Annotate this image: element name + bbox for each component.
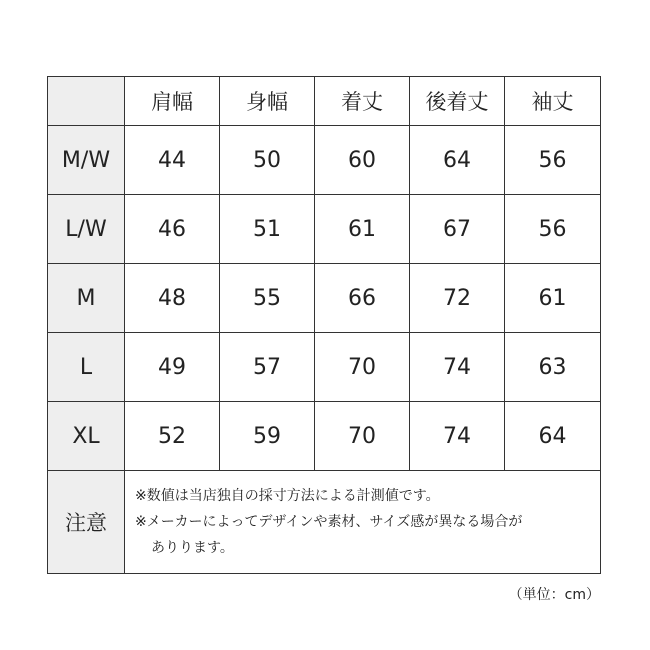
size-table: [47, 76, 601, 574]
table-cell: 46: [125, 195, 220, 264]
corner-cell: [48, 77, 125, 126]
table-cell: 66: [315, 264, 410, 333]
table-cell: 67: [410, 195, 505, 264]
table-cell: 61: [315, 195, 410, 264]
size-label: L/W: [48, 195, 125, 264]
size-label: XL: [48, 402, 125, 471]
header-sleeve-length: 袖丈: [505, 77, 601, 126]
table-cell: 70: [315, 333, 410, 402]
table-row: [48, 195, 601, 264]
table-cell: 44: [125, 126, 220, 195]
notes-label: 注意: [48, 471, 125, 574]
table-row: [48, 264, 601, 333]
table-cell: 52: [125, 402, 220, 471]
table-cell: 61: [505, 264, 601, 333]
table-cell: 64: [410, 126, 505, 195]
notes-row: [48, 471, 601, 574]
table-cell: 55: [220, 264, 315, 333]
table-cell: 51: [220, 195, 315, 264]
table-row: [48, 126, 601, 195]
table-cell: 59: [220, 402, 315, 471]
table-cell: 74: [410, 333, 505, 402]
note-line-continuation: ありります。: [151, 540, 234, 556]
notes-cell: [125, 471, 601, 574]
table-cell: 64: [505, 402, 601, 471]
unit-label: （単位：cm）: [508, 587, 600, 603]
table-cell: 70: [315, 402, 410, 471]
table-cell: 48: [125, 264, 220, 333]
table-row: [48, 402, 601, 471]
note-line-maker-difference: ※メーカーによってデザインや素材、サイズ感が異なる場合が: [135, 514, 523, 530]
table-cell: 60: [315, 126, 410, 195]
table-cell: 50: [220, 126, 315, 195]
table-cell: 49: [125, 333, 220, 402]
size-label: M/W: [48, 126, 125, 195]
note-line-measurement: ※数値は当店独自の採寸方法による計測値です。: [135, 488, 440, 504]
table-cell: 74: [410, 402, 505, 471]
header-length: 着丈: [315, 77, 410, 126]
table-row: [48, 333, 601, 402]
header-back-length: 後着丈: [410, 77, 505, 126]
table-cell: 63: [505, 333, 601, 402]
table-cell: 72: [410, 264, 505, 333]
header-row: [48, 77, 601, 126]
table-cell: 57: [220, 333, 315, 402]
table-cell: 56: [505, 195, 601, 264]
header-body-width: 身幅: [220, 77, 315, 126]
size-label: L: [48, 333, 125, 402]
size-label: M: [48, 264, 125, 333]
header-shoulder-width: 肩幅: [125, 77, 220, 126]
table-cell: 56: [505, 126, 601, 195]
